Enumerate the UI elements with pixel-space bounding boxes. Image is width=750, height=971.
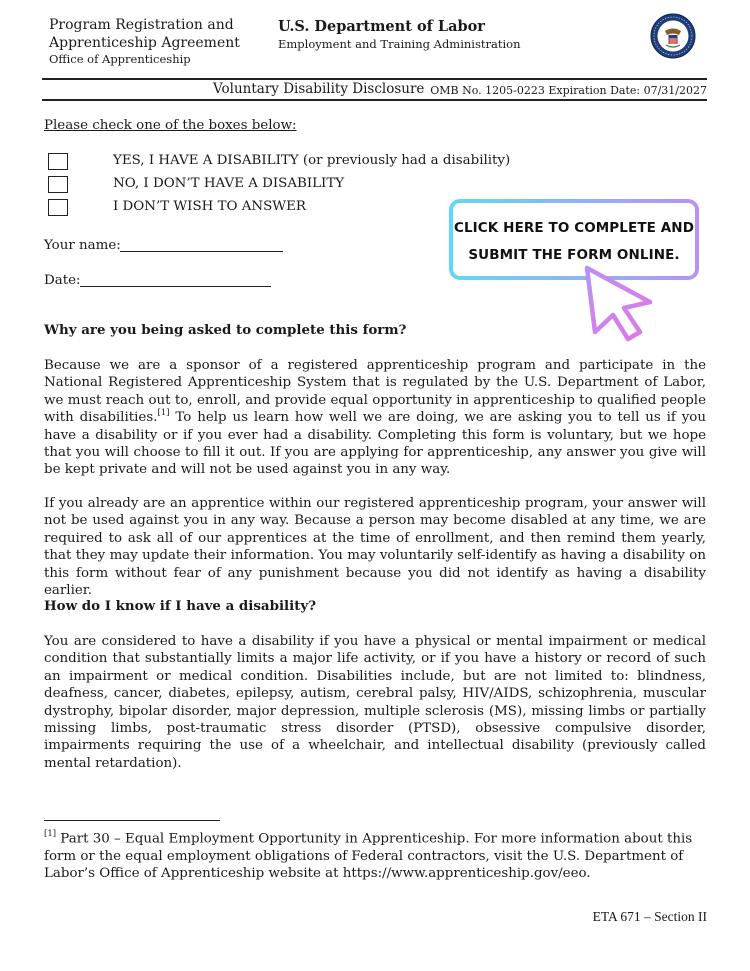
cta-line1: CLICK HERE TO COMPLETE AND [453,220,695,236]
name-label: Your name: [44,238,121,253]
footnote [44,827,709,883]
footnote-divider [44,820,220,821]
program-header [49,16,240,67]
footnote-marker: [1] [44,829,57,839]
program-title-line1: Program Registration and [49,17,234,33]
para1-text-a: Because we are a sponsor of a registered apprenticeship program and participate in the National Registered Apprenticeship System that is regulated by the U.S. Department of Labor, we must reach out to, enroll, and provide equal opportunity in apprenticeship to qualified people with disabilities. [44,358,706,426]
para1-text-b: To help us learn how well we are doing, we are asking you to tell us if you have a disability or if you ever had a disability. Completing this form is voluntary, but we hope that you will choose to fill it out. If you are applying for apprenticeship, any answer you give will be kept private and will not be used against you in any way. [44,410,706,478]
option-no-answer-label: I DON’T WISH TO ANSWER [113,199,306,214]
program-title-line2: Apprenticeship Agreement [49,35,240,51]
cursor-pointer-icon [580,262,664,346]
dol-seal-icon [650,13,696,59]
checkbox-instructions: Please check one of the boxes below: [44,118,297,133]
footnote-ref-1[interactable]: [1] [157,407,170,418]
administration-name: Employment and Training Administration [278,37,521,51]
checkbox-no-disability[interactable] [48,176,68,193]
section-how-heading: How do I know if I have a disability? [44,598,317,614]
department-name: U.S. Department of Labor [278,18,485,35]
omb-number: OMB No. 1205-0223 Expiration Date: 07/31/2027 [430,84,707,97]
form-title: Voluntary Disability Disclosure [213,81,425,97]
section-why-paragraph-2: If you already are an apprentice within our registered apprenticeship program, your answer will not be used against you in any way. Because a person may become disabled at any time, we are required to ask all of our apprentices at the time of enrollment, and then remind them yearly, that they may update their information. You may voluntarily self-identify as having a disability on this form without fear of any punishment because you did not identify as having a disability earlier. [44,496,706,599]
name-field[interactable] [120,251,283,252]
option-yes-label: YES, I HAVE A DISABILITY (or previously had a disability) [113,153,511,168]
section-why-heading: Why are you being asked to complete this form? [44,322,407,338]
section-how-paragraph: You are considered to have a disability if you have a physical or mental impairment or medical condition that substantially limits a major life activity, or if you have a history or record of such an impairment or medical condition. Disabilities include, but are not limited to: blindness, deafness, cancer, diabetes, epilepsy, autism, cerebral palsy, HIV/AIDS, schizophrenia, muscular dystrophy, bipolar disorder, major depression, multiple sclerosis (MS), missing limbs or partially missing limbs, post-traumatic stress disorder (PTSD), obsessive compulsive disorder, impairments requiring the use of a wheelchair, and intellectual disability (previously called mental retardation). [44,634,706,771]
date-label: Date: [44,273,81,288]
office-name: Office of Apprenticeship [49,52,191,66]
checkbox-no-answer[interactable] [48,199,68,216]
date-field[interactable] [80,286,271,287]
header-rule-bottom [42,99,707,101]
section-why-paragraph-1 [44,357,706,479]
cta-line2: SUBMIT THE FORM ONLINE. [468,247,680,263]
option-no-label: NO, I DON’T HAVE A DISABILITY [113,176,345,191]
form-id: ETA 671 – Section II [592,909,707,924]
footnote-text: Part 30 – Equal Employment Opportunity in Apprenticeship. For more information about this form or the equal employment obligations of Federal contractors, visit the U.S. Department of Labor’s Office of Apprenticeship website at https://www.apprenticeship.gov/eeo. [44,831,693,882]
header-rule-top [42,78,707,80]
complete-online-label [453,215,695,269]
checkbox-yes-disability[interactable] [48,153,68,170]
agency-header [278,18,520,52]
